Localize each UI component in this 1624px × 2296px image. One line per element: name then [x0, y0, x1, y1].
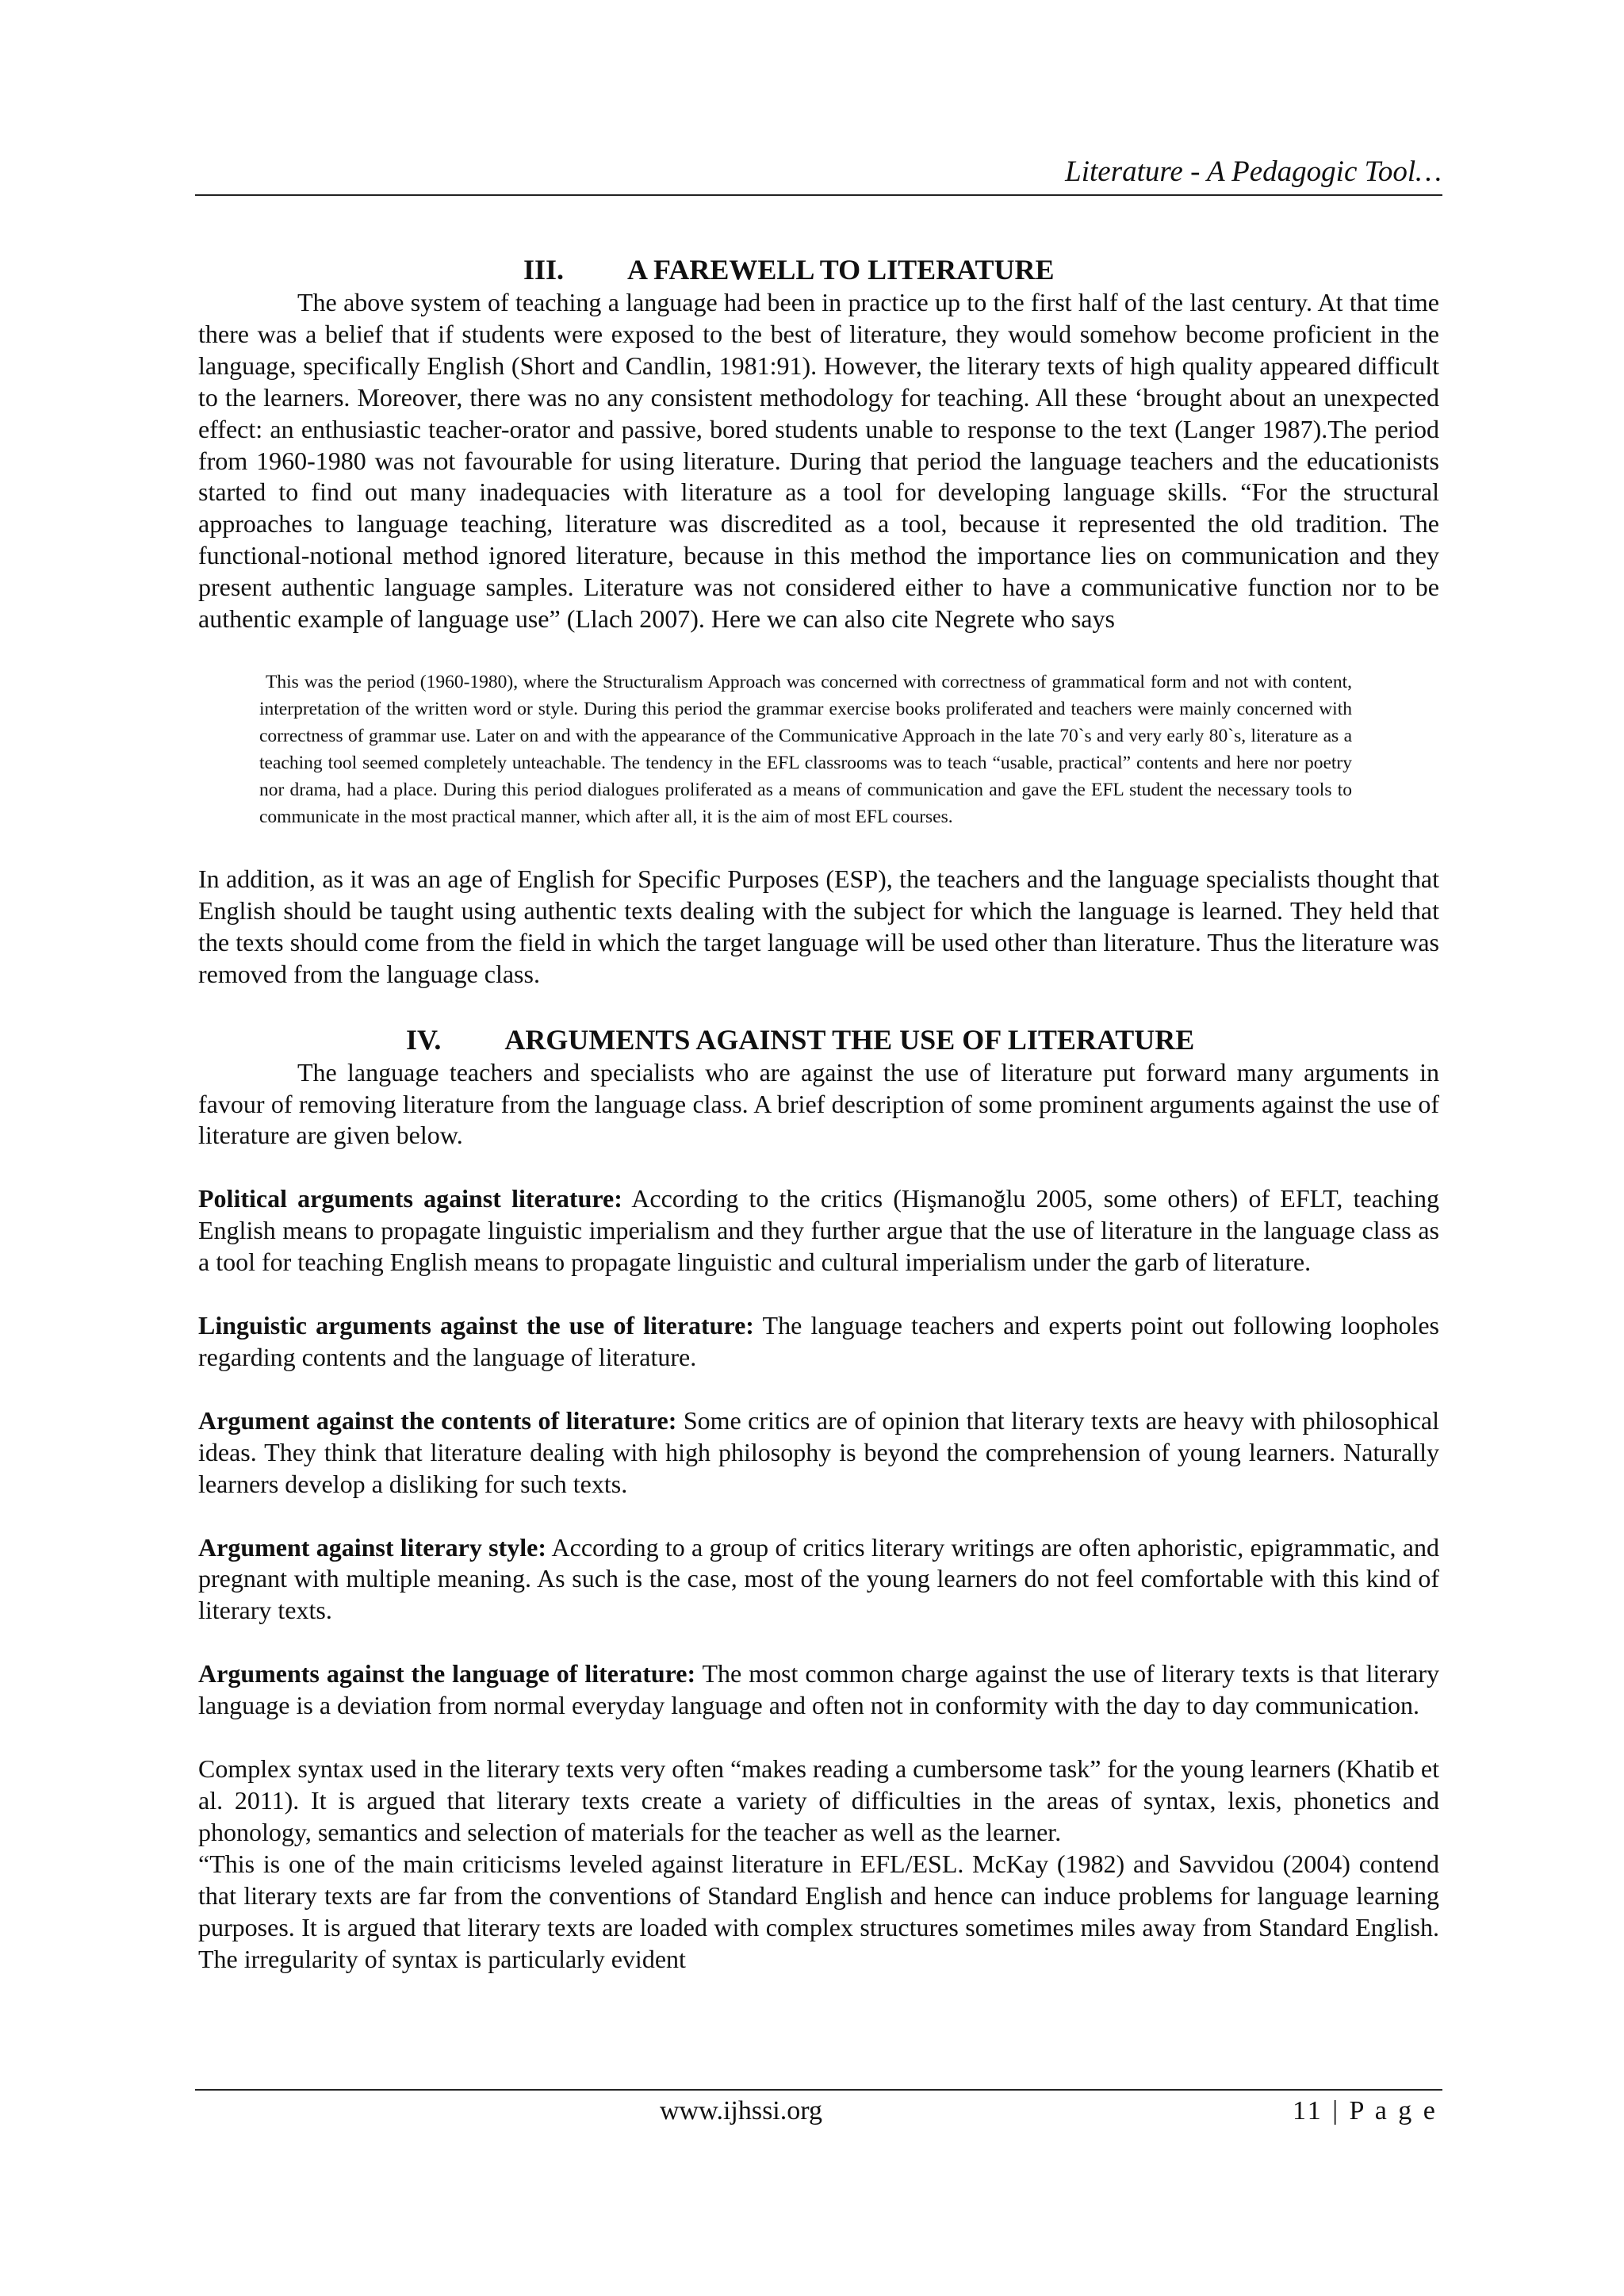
section-4-number: IV. — [406, 1023, 442, 1056]
language-argument-paragraph — [198, 1658, 1439, 1722]
footer-page-number: 11 | P a g e — [1293, 2096, 1438, 2125]
running-title: Literature - A Pedagogic Tool… — [1065, 155, 1442, 188]
section-4-heading — [198, 1022, 1439, 1057]
footer-rule — [195, 2089, 1442, 2091]
complex-syntax-paragraph: Complex syntax used in the literary texts very often “makes reading a cumbersome task” for the young learners (Khatib et al. 2011). It is argued that literary texts create a variety of difficulties in the areas of syntax, lexis, phonetics and phonology, semantics and selection of materials for the teacher as well as the learner. — [198, 1754, 1439, 1846]
block-quote — [259, 669, 1352, 830]
style-argument-text: According to a group of critics literary writings are often aphoristic, epigrammatic, and pregnant with multiple meaning. As such is the case, most of the young learners do not feel comfortable with this kind of literary texts. — [198, 1532, 1440, 1625]
section-3-title: A FAREWELL TO LITERATURE — [627, 254, 1055, 286]
contents-argument-paragraph — [198, 1405, 1439, 1501]
style-argument-paragraph — [198, 1532, 1439, 1627]
main-criticism-paragraph: “This is one of the main criticisms leveled against literature in EFL/ESL. McKay (1982) and Savvidou (2004) contend that literary texts are far from the conventions of Standard English and hence can induce problems for language learning purposes. It is argued that literary texts are loaded with complex structures sometimes miles away from Standard English. The irregularity of syntax is particularly evident — [198, 1849, 1439, 1973]
linguistic-arguments-paragraph — [198, 1310, 1439, 1374]
footer-website: www.ijhssi.org — [660, 2096, 822, 2125]
language-argument-text: The most common charge against the use of literary texts is that literary language is a deviation from normal everyday language and often not in conformity with the day to day communication. — [198, 1659, 1439, 1720]
section-3-paragraph-1: The above system of teaching a language had been in practice up to the first half of the last century. At that time there was a belief that if students were exposed to the best of literature, they would somehow become proficient in the language, specifically English (Short and Candlin, 1981:91). However, the literary texts of high quality appeared difficult to the learners. Moreover, there was no any consistent methodology for teaching. All these ‘brought about an unexpected effect: an enthusiastic teacher-orator and passive, bored students unable to response to the text (Langer 1987).The period from 1960-1980 was not favourable for using literature. During that period the language teachers and the educationists started to find out many inadequacies with literature as a tool for developing language skills. “For the structural approaches to language teaching, literature was discredited as a tool, because it represented the old tradition. The functional-notional method ignored literature, because in this method the importance lies on communication and they present authentic language samples. Literature was not considered either to have a communicative function nor to be authentic example of language use” (Llach 2007). Here we can also cite Negrete who says — [198, 288, 1439, 634]
section-3-heading — [198, 252, 1439, 287]
header-rule — [195, 194, 1442, 196]
style-argument-label: Argument against literary style: — [198, 1532, 546, 1562]
contents-argument-label: Argument against the contents of literature: — [198, 1405, 677, 1435]
linguistic-arguments-text: The language teachers and experts point out following loopholes regarding contents and the language of literature. — [198, 1311, 1440, 1371]
language-argument-label: Arguments against the language of literature: — [198, 1659, 696, 1688]
block-quote-text: This was the period (1960-1980), where the Structuralism Approach was concerned with correctness of grammatical form and not with content, interpretation of the written word or style. During this period the grammar exercise books proliferated and teachers were mainly concerned with correctness of grammar use. Later on and with the appearance of the Communicative Approach in the late 70`s and very early 80`s, literature as a teaching tool seemed completely unteachable. The tendency in the EFL classrooms was to teach “usable, practical” contents and here nor poetry nor drama, had a place. During this period dialogues proliferated as a means of communication and gave the EFL student the necessary tools to communicate in the most practical manner, which after all, it is the aim of most EFL courses. — [259, 671, 1352, 827]
section-4-title: ARGUMENTS AGAINST THE USE OF LITERATURE — [504, 1023, 1195, 1056]
section-4-intro: The language teachers and specialists who are against the use of literature put forward many arguments in favour of removing literature from the language class. A brief description of some prominent arguments against the use of literature are given below. — [198, 1057, 1439, 1150]
section-3-number: III. — [523, 254, 565, 286]
page-body — [198, 252, 1439, 1975]
linguistic-arguments-label: Linguistic arguments against the use of literature: — [198, 1311, 754, 1340]
section-3-paragraph-2: In addition, as it was an age of English for Specific Purposes (ESP), the teachers and the language specialists thought that English should be taught using authentic texts dealing with the subject for which the language is learned. They held that the texts should come from the field in which the target language will be used other than literature. Thus the literature was removed from the language class. — [198, 864, 1439, 988]
political-arguments-label: Political arguments against literature: — [198, 1184, 622, 1213]
political-arguments-text: According to the critics (Hişmanoğlu 2005, some others) of EFLT, teaching English means to propagate linguistic imperialism and they further argue that the use of literature in the language class as a tool for teaching English means to propagate linguistic and cultural imperialism under the garb of literature. — [198, 1184, 1440, 1277]
political-arguments-paragraph — [198, 1183, 1439, 1278]
contents-argument-text: Some critics are of opinion that literary texts are heavy with philosophical ideas. They think that literature dealing with high philosophy is beyond the comprehension of young learners. Naturally learners develop a disliking for such texts. — [198, 1405, 1440, 1498]
